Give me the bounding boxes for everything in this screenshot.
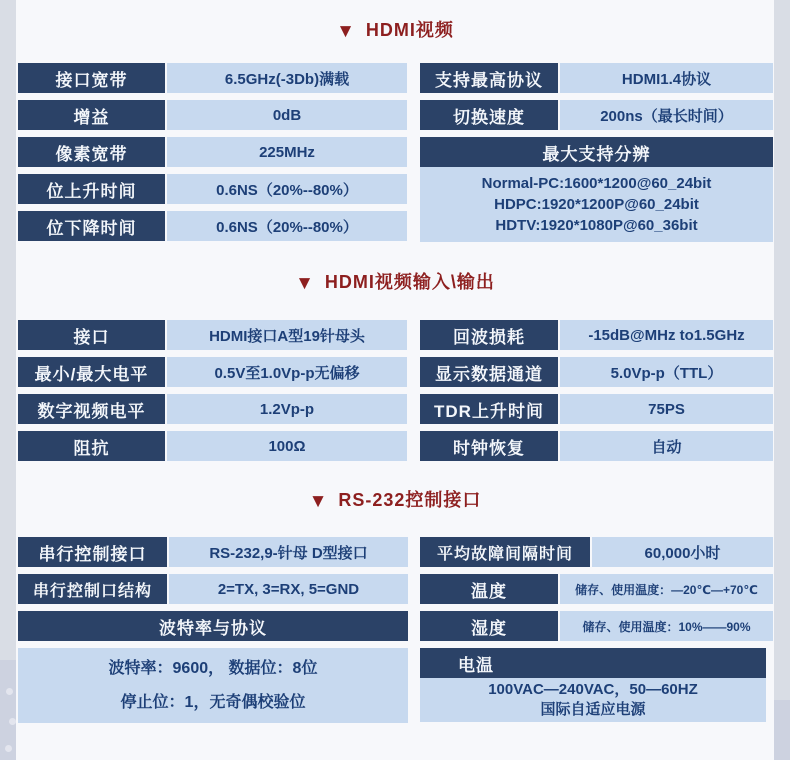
spec-value: 0.5V至1.0Vp-p无偏移 <box>167 357 407 387</box>
spec-value: 75PS <box>560 394 773 424</box>
spec-label: 支持最高协议 <box>420 63 558 93</box>
spec-value: 225MHz <box>167 137 407 167</box>
max-resolution-values <box>420 167 773 242</box>
section-title-text: HDMI视频输入\输出 <box>324 272 495 292</box>
spec-label: 阻抗 <box>18 431 165 461</box>
spec-label: 时钟恢复 <box>420 431 558 461</box>
spec-value: 6.5GHz(-3Db)满载 <box>167 63 407 93</box>
spec-value: 100Ω <box>167 431 407 461</box>
baud-line: 波特率：9600， 数据位：8位 <box>108 659 318 677</box>
baud-line: 停止位：1，无奇偶校验位 <box>120 693 306 711</box>
spec-label: TDR上升时间 <box>420 394 558 424</box>
section-title-rs232 <box>0 484 790 516</box>
spec-label: 温度 <box>420 574 558 604</box>
max-resolution-header: 最大支持分辨 <box>420 137 773 167</box>
resolution-line: HDTV:1920*1080P@60_36bit <box>495 217 698 234</box>
spec-label: 显示数据通道 <box>420 357 558 387</box>
spec-label: 数字视频电平 <box>18 394 165 424</box>
section-title-hdmi-io <box>0 266 790 298</box>
section-title-text: HDMI视频 <box>365 20 454 40</box>
spec-label: 切换速度 <box>420 100 558 130</box>
section-title-hdmi-video <box>0 14 790 46</box>
spec-label: 串行控制接口 <box>18 537 167 567</box>
spec-label: 回波损耗 <box>420 320 558 350</box>
triangle-marker-icon: ▼ <box>336 21 356 42</box>
spec-value: 储存、使用温度：10%——90% <box>560 611 773 641</box>
spec-value: RS-232,9-针母 D型接口 <box>169 537 408 567</box>
spec-value: 储存、使用温度：—20℃—+70℃ <box>560 574 773 604</box>
spec-value: 200ns（最长时间） <box>560 100 773 130</box>
spec-label: 增益 <box>18 100 165 130</box>
power-line: 国际自适应电源 <box>540 701 646 718</box>
triangle-marker-icon: ▼ <box>308 491 329 512</box>
spec-label: 像素宽带 <box>18 137 165 167</box>
spec-label: 平均故障间隔时间 <box>420 537 590 567</box>
power-line: 100VAC—240VAC，50—60HZ <box>488 681 698 698</box>
resolution-line: Normal-PC:1600*1200@60_24bit <box>481 175 712 192</box>
power-header: 电温 <box>420 648 766 678</box>
spec-label: 位上升时间 <box>18 174 165 204</box>
spec-value: 0.6NS（20%--80%） <box>167 174 407 204</box>
spec-value: 0.6NS（20%--80%） <box>167 211 407 241</box>
spec-value: 5.0Vp-p（TTL） <box>560 357 773 387</box>
baud-protocol-header: 波特率与协议 <box>18 611 408 641</box>
spec-value: 60,000小时 <box>592 537 773 567</box>
spec-label: 湿度 <box>420 611 558 641</box>
decor-dot <box>5 745 12 752</box>
spec-label: 串行控制口结构 <box>18 574 167 604</box>
right-edge-strip <box>774 0 790 760</box>
left-edge-strip <box>0 0 16 760</box>
power-values <box>420 678 766 722</box>
spec-value: -15dB@MHz to1.5GHz <box>560 320 773 350</box>
baud-protocol-values <box>18 648 408 723</box>
spec-label: 位下降时间 <box>18 211 165 241</box>
section-title-text: RS-232控制接口 <box>338 490 482 510</box>
spec-label: 接口 <box>18 320 165 350</box>
resolution-line: HDPC:1920*1200P@60_24bit <box>494 196 699 213</box>
spec-value: 2=TX, 3=RX, 5=GND <box>169 574 408 604</box>
spec-label: 接口宽带 <box>18 63 165 93</box>
bottom-right-corner <box>774 700 790 760</box>
spec-value: HDMI接口A型19针母头 <box>167 320 407 350</box>
decor-dot <box>9 718 16 725</box>
decor-dot <box>6 688 13 695</box>
spec-value: 自动 <box>560 431 773 461</box>
spec-value: 1.2Vp-p <box>167 394 407 424</box>
triangle-marker-icon: ▼ <box>295 273 315 294</box>
spec-value: 0dB <box>167 100 407 130</box>
spec-label: 最小/最大电平 <box>18 357 165 387</box>
spec-value: HDMI1.4协议 <box>560 63 773 93</box>
